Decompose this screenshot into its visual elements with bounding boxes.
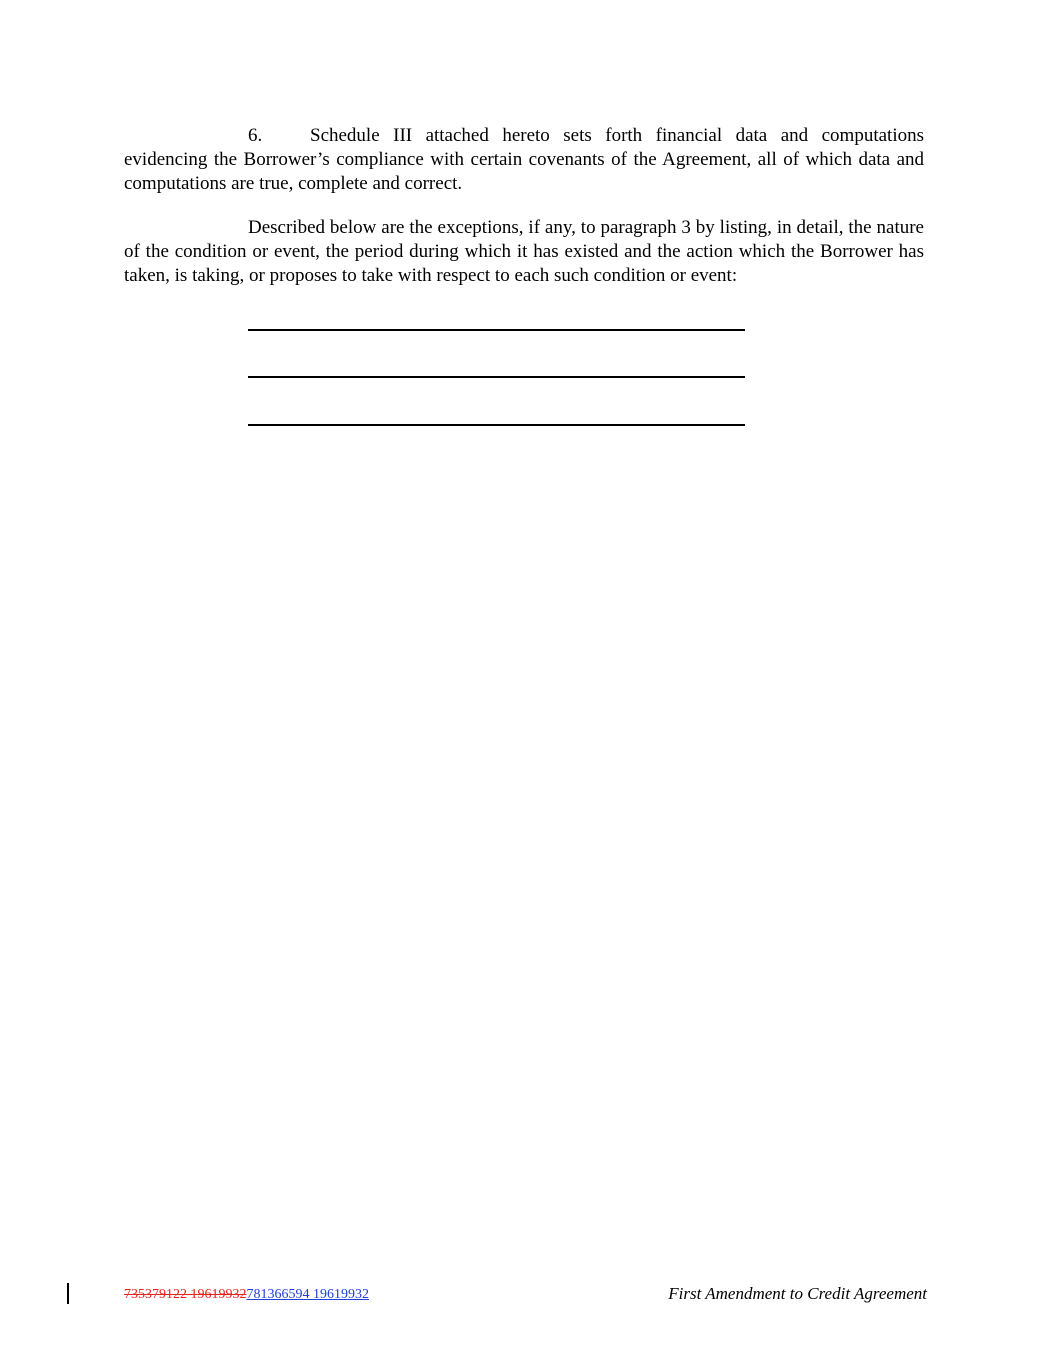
paragraph-6 <box>124 124 924 196</box>
paragraph-number: 6. <box>248 125 263 146</box>
blank-line-3 <box>248 424 745 426</box>
deleted-document-id: 735379122 19619932 <box>124 1287 247 1302</box>
exceptions-paragraph-text: Described below are the exceptions, if any, to paragraph 3 by listing, in detail, the nature of the condition or event, the period during which it has existed and the action which the Borrower has taken, is taking, or proposes to take with respect to each such condition or event: <box>124 217 924 286</box>
revision-change-bar <box>67 1283 69 1304</box>
blank-line-1 <box>248 329 745 331</box>
blank-line-2 <box>248 376 745 378</box>
paragraph-6-text: Schedule III attached hereto sets forth financial data and computations evidencing the Borrower’s compliance with certain covenants of the Agreement, all of which data and computations are true, complete and correct. <box>124 125 924 194</box>
exceptions-paragraph <box>124 216 924 288</box>
footer-title: First Amendment to Credit Agreement <box>668 1284 927 1303</box>
footer-document-id <box>124 1286 369 1304</box>
inserted-document-id: 781366594 19619932 <box>246 1287 369 1302</box>
